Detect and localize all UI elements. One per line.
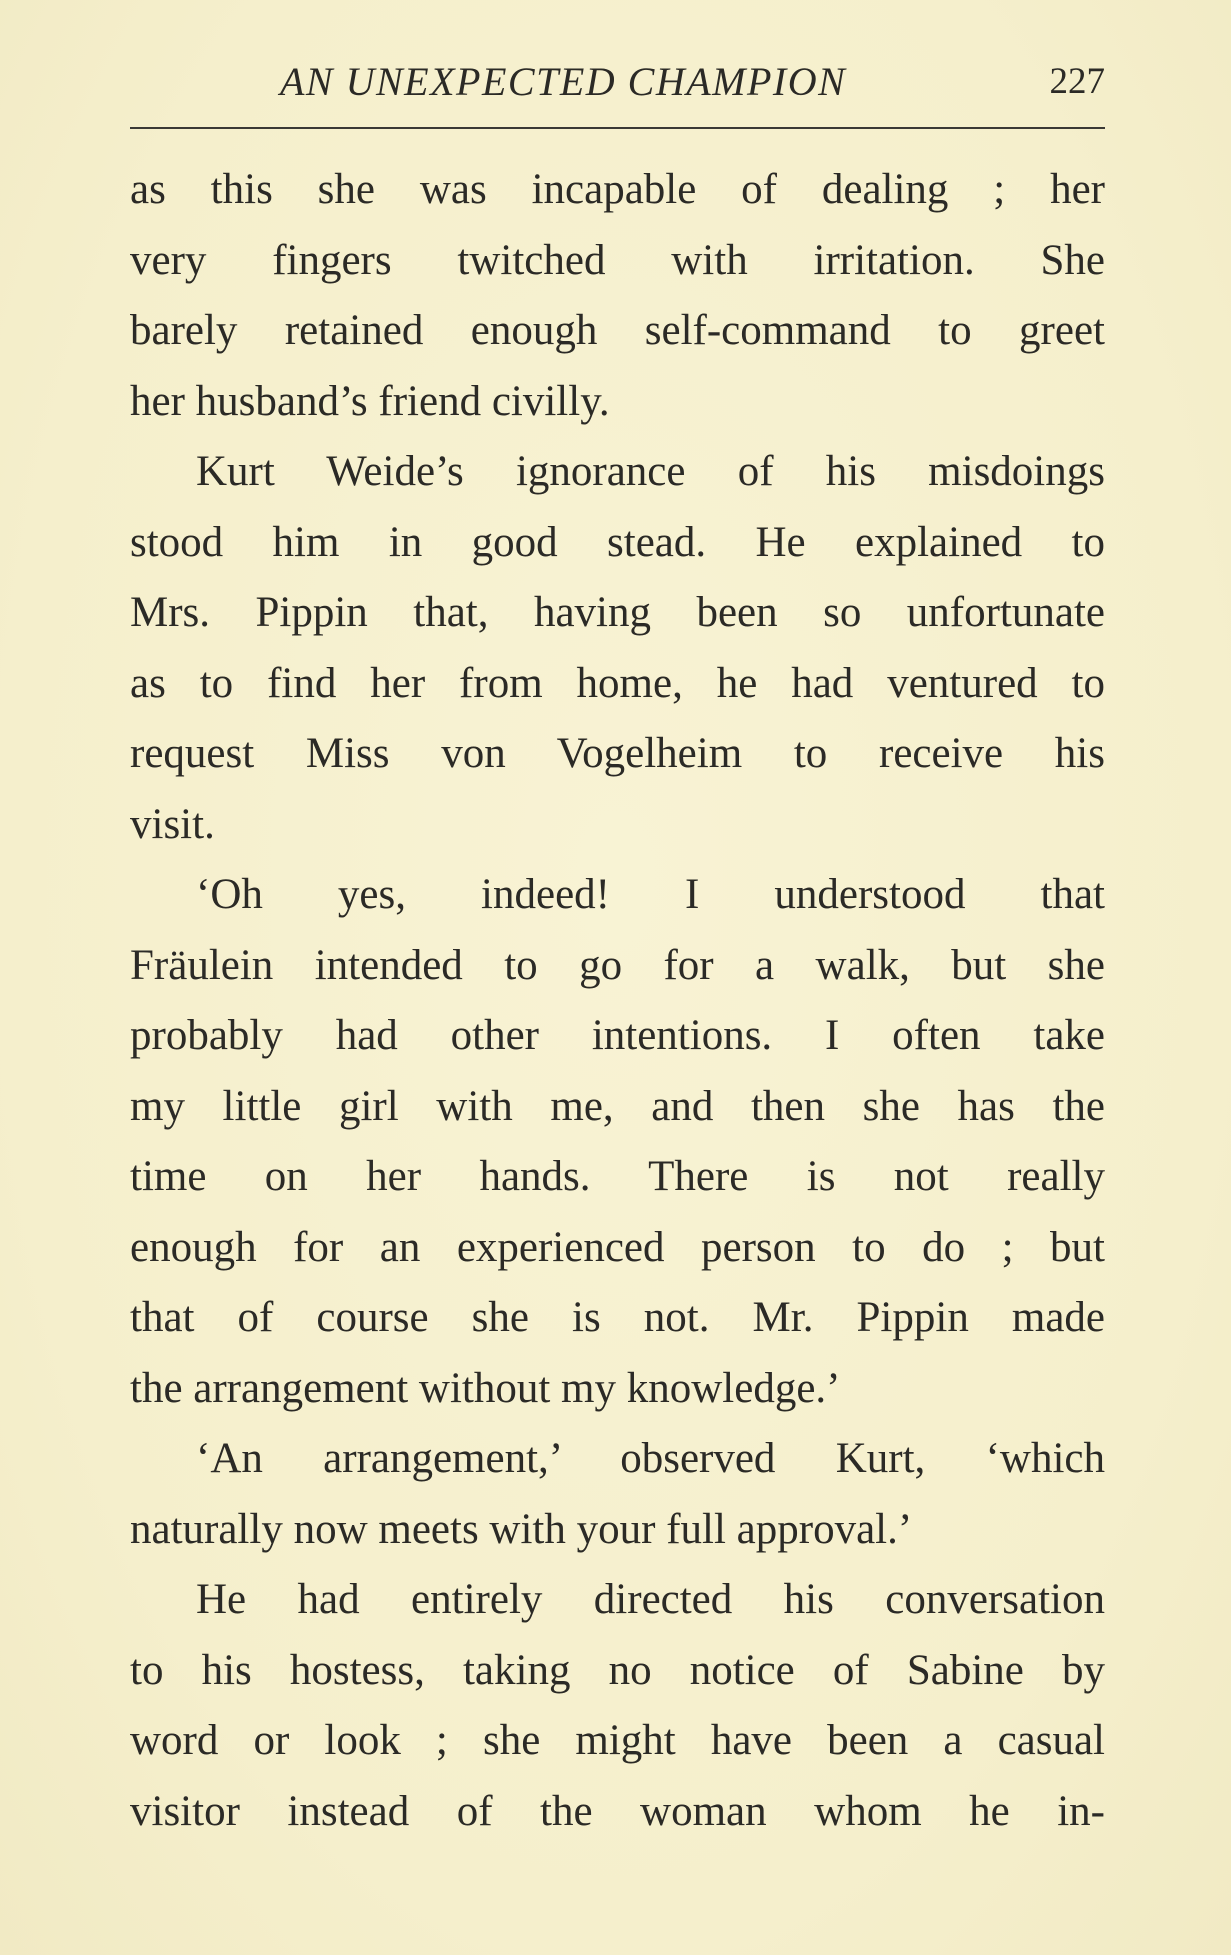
page-number: 227	[1049, 61, 1105, 102]
text-line: that of course she is not. Mr. Pippin made	[130, 1294, 1105, 1341]
text-line: He had entirely directed his conversation	[196, 1576, 1105, 1623]
text-line: barely retained enough self-command to greet	[130, 307, 1105, 354]
text-line: Kurt Weide’s ignorance of his misdoings	[196, 448, 1105, 495]
body-text	[130, 155, 1105, 1847]
text-line: time on her hands. There is not really	[130, 1153, 1105, 1200]
text-line: Mrs. Pippin that, having been so unfortunate	[130, 589, 1105, 636]
text-line: very fingers twitched with irritation. She	[130, 236, 1105, 284]
text-line: stood him in good stead. He explained to	[130, 518, 1105, 566]
text-line: naturally now meets with your full approval.’	[130, 1505, 913, 1553]
text-line: her husband’s friend civilly.	[130, 377, 610, 425]
text-line: visitor instead of the woman whom he in-	[130, 1787, 1105, 1835]
text-line: as to find her from home, he had ventured to	[130, 659, 1105, 707]
text-line: to his hostess, taking no notice of Sabine by	[130, 1646, 1105, 1694]
running-title: AN UNEXPECTED CHAMPION	[280, 59, 847, 104]
text-line: request Miss von Vogelheim to receive his	[130, 730, 1105, 777]
text-line: as this she was incapable of dealing ; her	[130, 166, 1105, 213]
running-head	[130, 52, 1105, 112]
header-rule	[130, 127, 1105, 129]
text-line: probably had other intentions. I often take	[130, 1012, 1105, 1059]
text-line: ‘Oh yes, indeed! I understood that	[196, 871, 1105, 918]
text-line: enough for an experienced person to do ; but	[130, 1223, 1105, 1271]
text-line: my little girl with me, and then she has the	[130, 1082, 1105, 1130]
text-line: the arrangement without my knowledge.’	[130, 1364, 841, 1412]
text-line: ‘An arrangement,’ observed Kurt, ‘which	[196, 1435, 1105, 1482]
text-line: word or look ; she might have been a casual	[130, 1717, 1105, 1764]
text-line: Fräulein intended to go for a walk, but she	[130, 941, 1105, 989]
text-line: visit.	[130, 800, 215, 848]
